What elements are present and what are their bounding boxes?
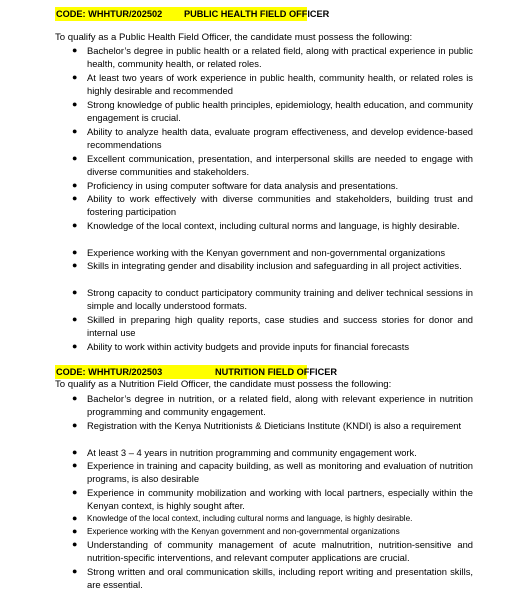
bullet-icon: ● [72,45,78,55]
bullet-icon: ● [72,566,78,576]
bullet-icon: ● [72,260,78,270]
list-item: ● Excellent communication, presentation, and interpersonal skills are needed to engage with diverse communities and stakeholders. [72,153,473,178]
bullet-icon: ● [72,526,78,536]
job-code: CODE: WHHTUR/202503 [56,367,163,377]
bullet-icon: ● [72,341,78,351]
bullet-icon: ● [72,126,78,136]
bullet-icon: ● [72,420,78,430]
list-item: ● Strong capacity to conduct participatory community training and deliver technical sessions in simple and locally understood formats. [72,287,473,312]
bullet-icon: ● [72,287,78,297]
list-item: ● Experience in community mobilization and working with local partners, especially within the Kenyan context, is highly sought after. [72,487,473,512]
bullet-icon: ● [72,539,78,549]
list-item: ● Knowledge of the local context, including cultural norms and language, is highly desirable. [72,220,460,231]
job-title: PUBLIC HEALTH FIELD OFFICER [184,9,330,19]
bullet-icon: ● [72,180,78,190]
section-heading [55,365,337,379]
bullet-icon: ● [72,247,78,257]
bullet-icon: ● [72,314,78,324]
list-item: ● Strong written and oral communication skills, including report writing and presentation skills, are essential. [72,566,473,591]
list-item: ● Skilled in preparing high quality reports, case studies and success stories for donor and internal use [72,314,473,339]
bullet-icon: ● [72,72,78,82]
bullet-icon: ● [72,393,78,403]
list-item: ● Experience working with the Kenyan government and non-governmental organizations [87,525,473,538]
list-item: ● Skills in integrating gender and disability inclusion and safeguarding in all project activities. [72,260,462,271]
bullet-icon: ● [72,460,78,470]
list-item: ● Strong knowledge of public health principles, epidemiology, health education, and community engagement is crucial. [72,99,473,124]
list-item: ● Experience working with the Kenyan government and non-governmental organizations [72,247,446,258]
job-code: CODE: WHHTUR/202502 [56,9,163,19]
bullet-icon: ● [72,220,78,230]
section-intro: To qualify as a Public Health Field Officer, the candidate must possess the following: [55,32,413,43]
bullet-icon: ● [72,153,78,163]
section-intro: To qualify as a Nutrition Field Officer, the candidate must possess the following: [55,379,392,390]
list-item: ● Registration with the Kenya Nutritionists & Dieticians Institute (KNDI) is also a requirement [72,420,462,431]
bullet-icon: ● [72,487,78,497]
list-item: ● Bachelor’s degree in public health or a related field, along with practical experience in public health, community health, or related roles. [72,45,473,70]
list-item: ● Knowledge of the local context, including cultural norms and language, is highly desirable. [87,512,473,525]
list-item: ● At least 3 – 4 years in nutrition programming and community engagement work. [72,447,417,458]
bullet-icon: ● [72,447,78,457]
bullet-icon: ● [72,99,78,109]
list-item: ● Experience in training and capacity building, as well as monitoring and evaluation of nutrition programs, is also desirable [72,460,473,485]
list-item: ● Understanding of community management of acute malnutrition, nutrition-sensitive and nutrition-specific interventions, and relevant computer applications are crucial. [72,539,473,564]
section-heading [55,7,330,21]
bullet-icon: ● [72,193,78,203]
list-item: ● Proficiency in using computer software for data analysis and presentations. [72,180,399,191]
list-item: ● Bachelor’s degree in nutrition, or a related field, along with relevant experience in nutrition programming and community engagement. [72,393,473,418]
bullet-icon: ● [72,513,78,523]
list-item: ● Ability to analyze health data, evaluate program effectiveness, and develop evidence-based recommendations [72,126,473,151]
list-item: ● Ability to work within activity budgets and provide inputs for financial forecasts [72,341,410,352]
list-item: ● At least two years of work experience in public health, community health, or related roles is highly desirable and recommended [72,72,473,97]
list-item: ● Ability to work effectively with diverse communities and stakeholders, building trust and fostering participation [72,193,473,218]
job-title: NUTRITION FIELD OFFICER [215,367,337,377]
